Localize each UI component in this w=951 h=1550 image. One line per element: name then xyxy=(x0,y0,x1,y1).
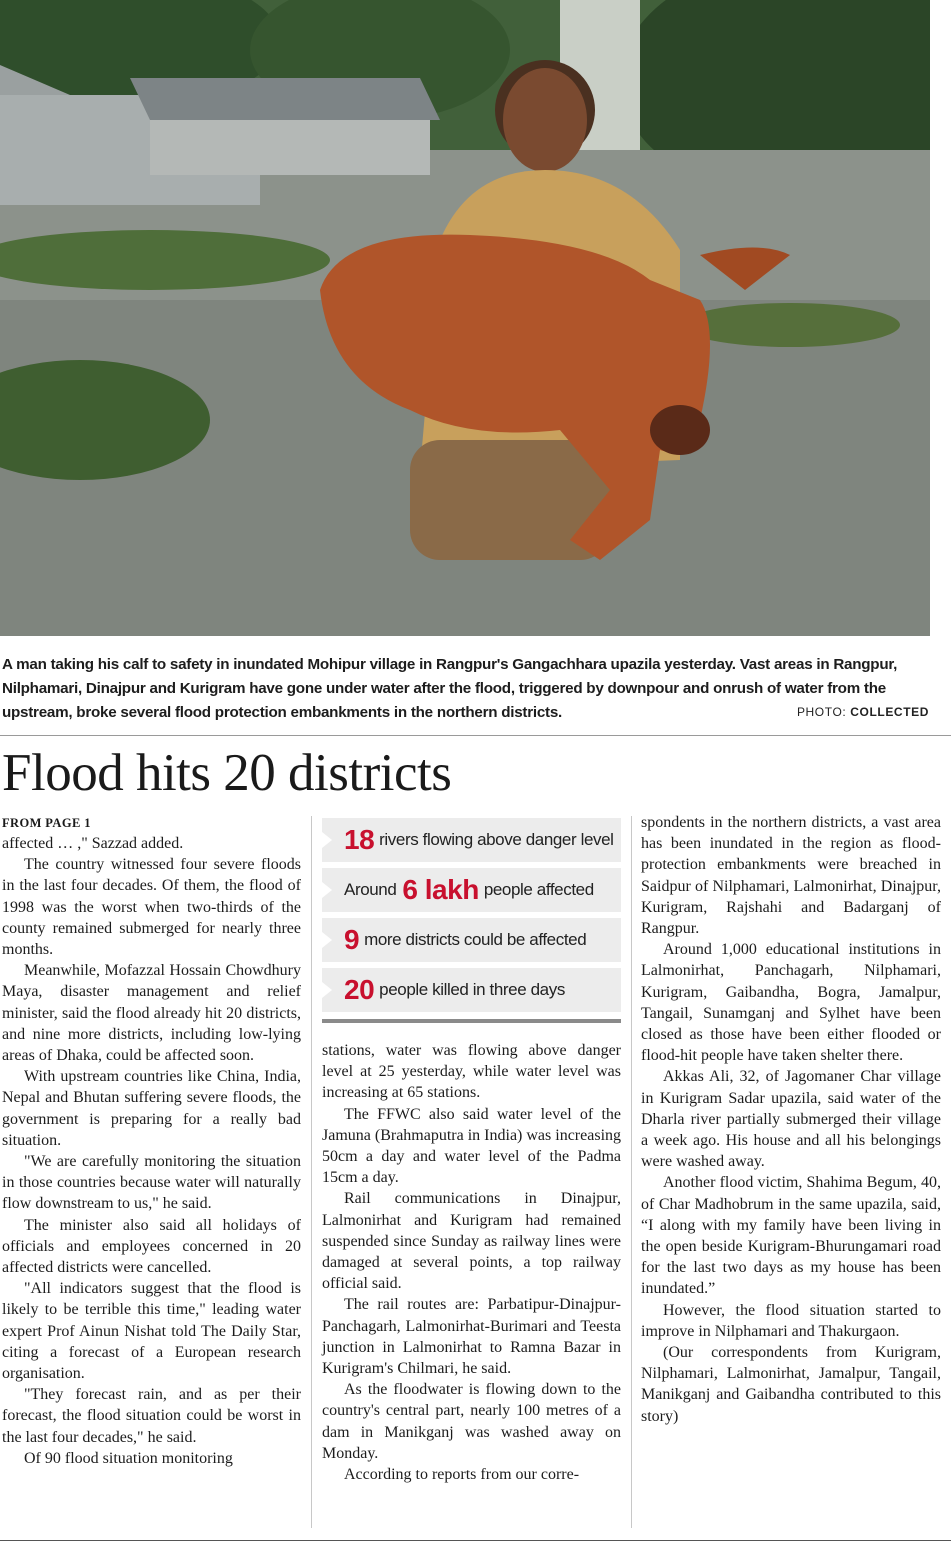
paragraph: Around 1,000 educational institutions in Lalmonirhat, Panchagarh, Nilphamari, Kurigram, Gaibandha, Bogra, Jamalpur, Tangail, Sunamganj and Sylhet have been closed as those have been either flooded or flood-hit people have taken shelter there. xyxy=(641,941,941,1065)
fact-number: 18 xyxy=(344,824,375,855)
photo-credit-label: PHOTO: xyxy=(796,705,847,719)
paragraph: The minister also said all holidays of officials and employees concerned in 20 affected districts were cancelled. xyxy=(2,1216,301,1277)
paragraph: Of 90 flood situation monitoring xyxy=(24,1449,233,1467)
paragraph: affected … ," Sazzad added. xyxy=(2,835,184,852)
photo-credit-value: COLLECTED xyxy=(850,705,929,719)
paragraph: spondents in the northern districts, a vast area has been inundated in the region as flood-protection embankments were breached in Saidpur of Nilphamari, Lalmonirhat, Dinajpur, Kurigram, Rajshahi and Badarganj of Rangpur. xyxy=(641,814,941,938)
column-divider xyxy=(311,816,312,1528)
photo-credit xyxy=(797,705,929,719)
fact-text: more districts could be affected xyxy=(364,930,587,949)
fact-box xyxy=(322,818,621,1026)
paragraph: Akkas Ali, 32, of Jagomaner Char village in Kurigram Sadar upazila, said water of the Dharla river partially submerged their village a week ago. His house and all his belongings were washed away. xyxy=(641,1068,941,1171)
fact-prefix: Around xyxy=(344,880,397,899)
fact-item xyxy=(322,868,621,912)
paragraph: Another flood victim, Shahima Begum, 40, of Char Madhobrum in the same upazila, said, “I along with my family have been living in the open beside Kurigram-Bhurungamari road for the last two days as my house has been inundated.” xyxy=(641,1174,941,1298)
paragraph: The country witnessed four severe floods in the last four decades. Of them, the flood of 1998 was the worst when two-thirds of the county remained submerged for nearly three months. xyxy=(2,856,301,959)
paragraph: However, the flood situation started to improve in Nilphamari and Thakurgaon. xyxy=(641,1301,941,1340)
column-divider xyxy=(631,816,632,1528)
photo-caption: A man taking his calf to safety in inundated Mohipur village in Rangpur's Gangachhara upazila yesterday. Vast areas in Rangpur, Nilphamari, Dinajpur and Kurigram have gone under water after the flood, triggered by downpour and onrush of water from the upstream, broke several flood protection embankments in the northern districts. xyxy=(2,656,898,721)
article-column-1 xyxy=(2,833,301,1469)
fact-number: 20 xyxy=(344,974,375,1005)
fact-number: 9 xyxy=(344,924,360,955)
fact-number: 6 lakh xyxy=(402,874,479,905)
paragraph: The rail routes are: Parbatipur-Dinajpur-Panchagarh, Lalmonirhat-Burimari and Teesta junction in Lalmonirhat to Ramna Bazar in Kurigram's Chilmari, he said. xyxy=(322,1296,621,1378)
fact-text: people affected xyxy=(483,880,594,899)
paragraph: As the floodwater is flowing down to the country's central part, nearly 100 metres of a dam in Manikganj was washed away on Monday. xyxy=(322,1381,621,1462)
fact-text: people killed in three days xyxy=(379,980,565,999)
paragraph: "They forecast rain, and as per their forecast, the flood situation could be worst in the last four decades," he said. xyxy=(2,1386,301,1446)
fact-box-rule xyxy=(322,1019,621,1023)
paragraph: "All indicators suggest that the flood is likely to be terrible this time," leading water expert Prof Ainun Nishat told The Daily Star, citing a forecast of a European research organisation. xyxy=(2,1280,301,1383)
divider xyxy=(0,1540,951,1541)
divider xyxy=(0,735,951,736)
paragraph: Meanwhile, Mofazzal Hossain Chowdhury Maya, disaster management and relief minister, said the flood already hit 20 districts, and nine more districts, including low-lying areas of Dhaka, could be affected soon. xyxy=(2,962,301,1065)
fact-item xyxy=(322,918,621,962)
paragraph: The FFWC also said water level of the Jamuna (Brahmaputra in India) was increasing 50cm a day and water level of the Padma 15cm a day. xyxy=(322,1105,622,1187)
paragraph: "We are carefully monitoring the situation in those countries because water will naturally flow downstream to us," he said. xyxy=(2,1153,301,1213)
paragraph: stations, water was flowing above danger level at 25 yesterday, while water level was increasing at 65 stations. xyxy=(322,1042,621,1102)
news-photo xyxy=(0,0,930,636)
paragraph: With upstream countries like China, India, Nepal and Bhutan suffering severe floods, the government is preparing for a really bad situation. xyxy=(2,1068,301,1149)
article-column-2 xyxy=(322,1040,621,1485)
paragraph: (Our correspondents from Kurigram, Nilphamari, Lalmonirhat, Jamalpur, Tangail, Manikganj and Gaibandha contributed to this story) xyxy=(641,1344,941,1425)
paragraph: According to reports from our corre- xyxy=(344,1466,580,1484)
headline: Flood hits 20 districts xyxy=(2,744,452,802)
article-column-3 xyxy=(641,812,941,1427)
fact-text: rivers flowing above danger level xyxy=(379,830,614,849)
paragraph: Rail communications in Dinajpur, Lalmonirhat and Kurigram had remained suspended since Sunday as railway lines were damaged at several points, a top railway official said. xyxy=(322,1190,621,1293)
fact-item xyxy=(322,818,621,862)
from-page-label: FROM PAGE 1 xyxy=(2,816,91,830)
flood-photo-icon xyxy=(0,0,930,636)
fact-item xyxy=(322,968,621,1012)
